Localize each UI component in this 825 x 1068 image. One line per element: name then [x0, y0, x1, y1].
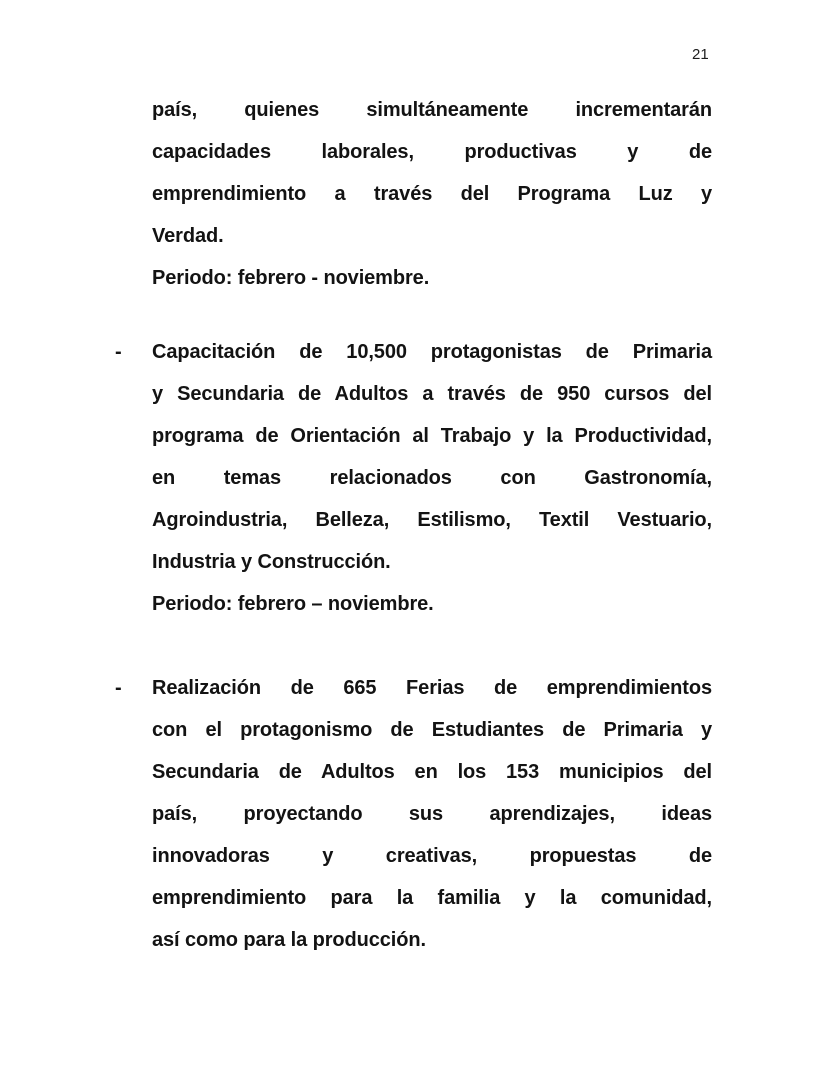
periodo-line: Periodo: febrero - noviembre.: [152, 267, 430, 289]
text-line: emprendimiento para la familia y la comunidad,: [152, 887, 712, 909]
text-line: Verdad.: [152, 225, 224, 247]
text-line: país, proyectando sus aprendizajes, ideas: [152, 803, 712, 825]
text-line: innovadoras y creativas, propuestas de: [152, 845, 712, 867]
text-line: emprendimiento a través del Programa Luz y: [152, 183, 712, 205]
text-line: con el protagonismo de Estudiantes de Primaria y: [152, 719, 712, 741]
paragraph-text: [152, 331, 712, 583]
text-line: Capacitación de 10,500 protagonistas de Primaria: [152, 341, 712, 363]
text-line: Agroindustria, Belleza, Estilismo, Textil Vestuario,: [152, 509, 712, 531]
text-line: Industria y Construcción.: [152, 551, 391, 573]
paragraph-block: [115, 331, 712, 625]
text-line: así como para la producción.: [152, 929, 426, 951]
page-number: 21: [692, 46, 709, 63]
text-line: Secundaria de Adultos en los 153 municipios del: [152, 761, 712, 783]
bullet-dash: -: [115, 341, 122, 363]
text-line: país, quienes simultáneamente incrementarán: [152, 99, 712, 121]
paragraph-text: [152, 667, 712, 961]
paragraph-text: [152, 89, 712, 257]
text-line: Realización de 665 Ferias de emprendimientos: [152, 677, 712, 699]
text-line: programa de Orientación al Trabajo y la Productividad,: [152, 425, 712, 447]
text-line: en temas relacionados con Gastronomía,: [152, 467, 712, 489]
text-line: y Secundaria de Adultos a través de 950 cursos del: [152, 383, 712, 405]
text-line: capacidades laborales, productivas y de: [152, 141, 712, 163]
paragraph-block: [152, 89, 712, 299]
periodo-line: Periodo: febrero – noviembre.: [152, 593, 434, 615]
page-content: [115, 89, 712, 961]
bullet-dash: -: [115, 677, 122, 699]
paragraph-block: [115, 667, 712, 961]
